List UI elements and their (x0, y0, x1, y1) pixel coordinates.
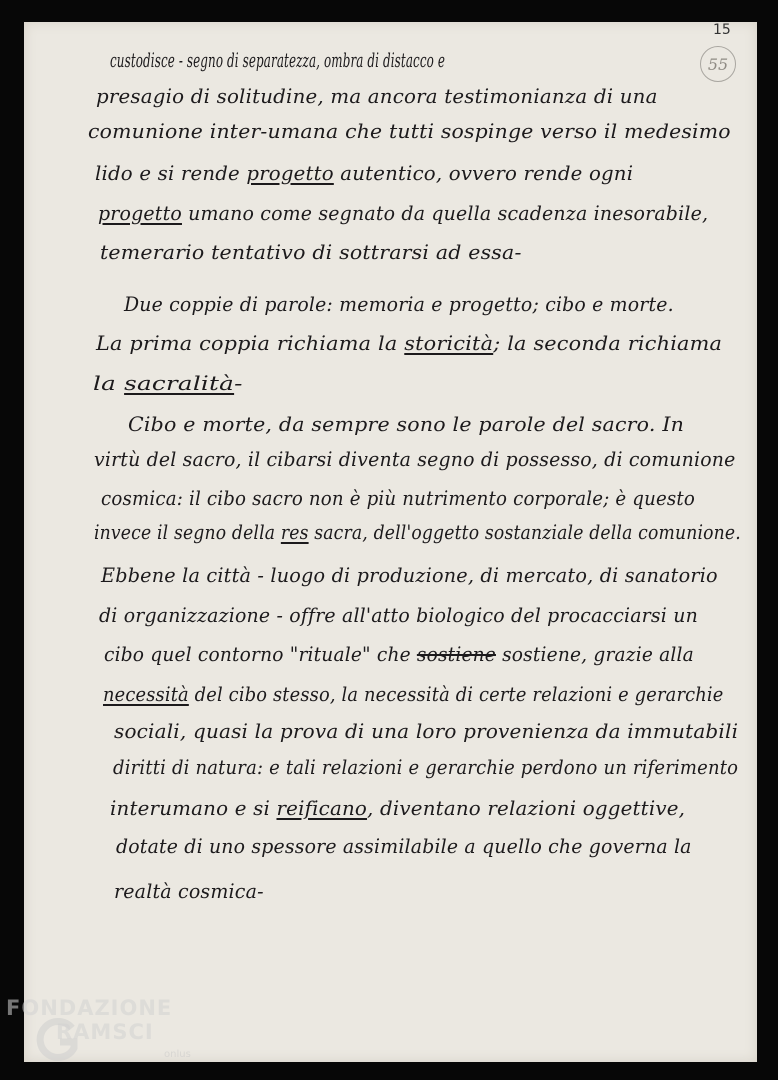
line-text: ; la seconda richiama (493, 331, 723, 355)
manuscript-line (124, 292, 674, 316)
manuscript-line (101, 563, 718, 587)
manuscript-line (113, 755, 738, 779)
underlined-word: sacralità (124, 371, 235, 395)
underlined-word: reificano (276, 796, 368, 820)
line-text: Cibo e morte, da sempre sono le parole del sacro. In (128, 412, 685, 436)
manuscript-line (116, 834, 692, 858)
line-text: del cibo stesso, la necessità di certe relazioni e gerarchie (188, 682, 724, 706)
watermark-suffix: onlus (164, 1049, 191, 1060)
line-text: dotate di uno spessore assimilabile a quello che governa la (116, 834, 692, 858)
folio-stamp (700, 46, 736, 82)
line-text: diritti di natura: e tali relazioni e gerarchie perdono un riferimento (113, 755, 739, 779)
manuscript-line (93, 371, 243, 395)
manuscript-line (98, 201, 708, 225)
line-text: La prima coppia richiama la (96, 331, 405, 355)
line-text: sacra, dell'oggetto sostanziale della comunione. (308, 520, 741, 544)
line-text: comunione inter-umana che tutti sospinge verso il medesimo (88, 119, 731, 143)
line-text: , diventano relazioni oggettive, (367, 796, 686, 820)
line-text: custodisce - segno di separatezza, ombra di distacco e (110, 48, 446, 72)
manuscript-line (110, 796, 685, 820)
manuscript-line (99, 603, 698, 627)
manuscript-line (94, 520, 741, 544)
line-text: presagio di solitudine, ma ancora testimonianza di una (96, 84, 658, 108)
folio-number: 55 (707, 54, 729, 74)
line-text: Due coppie di parole: memoria e progetto; cibo e morte. (124, 292, 674, 316)
struck-through-word: sostiene (416, 642, 496, 666)
line-text: sostiene, grazie alla (495, 642, 694, 666)
manuscript-line (114, 719, 738, 743)
line-text: sociali, quasi la prova di una loro provenienza da immutabili (114, 719, 739, 743)
manuscript-line (103, 682, 724, 706)
line-text: interumano e si (110, 796, 277, 820)
line-text: temerario tentativo di sottrarsi ad essa- (100, 240, 522, 264)
line-text: la (93, 371, 125, 395)
underlined-word: progetto (98, 201, 182, 225)
manuscript-line (110, 48, 445, 72)
manuscript-line (100, 240, 522, 264)
underlined-word: progetto (246, 161, 334, 185)
underlined-word: res (280, 520, 309, 544)
manuscript-line (94, 447, 735, 471)
manuscript-line (95, 161, 633, 185)
manuscript-line (96, 84, 658, 108)
line-text: lido e si rende (95, 161, 247, 185)
manuscript-line (101, 486, 695, 510)
line-text: di organizzazione - offre all'atto biologico del procacciarsi un (99, 603, 698, 627)
line-text: umano come segnato da quella scadenza inesorabile, (181, 201, 709, 225)
manuscript-line (96, 331, 722, 355)
line-text: invece il segno della (94, 520, 281, 544)
line-text: cosmica: il cibo sacro non è più nutrimento corporale; è questo (101, 486, 695, 510)
underlined-word: necessità (103, 682, 189, 706)
line-text: virtù del sacro, il cibarsi diventa segno di possesso, di comunione (94, 447, 736, 471)
manuscript-line (114, 879, 264, 903)
watermark-line-2: RAMSCI (56, 1020, 154, 1044)
underlined-word: storicità (404, 331, 494, 355)
page-number: 15 (713, 22, 731, 38)
line-text: cibo quel contorno "rituale" che (104, 642, 417, 666)
manuscript-line (128, 412, 684, 436)
manuscript-line (104, 642, 694, 666)
manuscript-line (88, 119, 731, 143)
line-text: Ebbene la città - luogo di produzione, di mercato, di sanatorio (101, 563, 718, 587)
watermark-line-1: FONDAZIONE (6, 996, 173, 1020)
line-text: - (234, 371, 243, 395)
line-text: realtà cosmica- (114, 879, 264, 903)
line-text: autentico, ovvero rende ogni (333, 161, 634, 185)
